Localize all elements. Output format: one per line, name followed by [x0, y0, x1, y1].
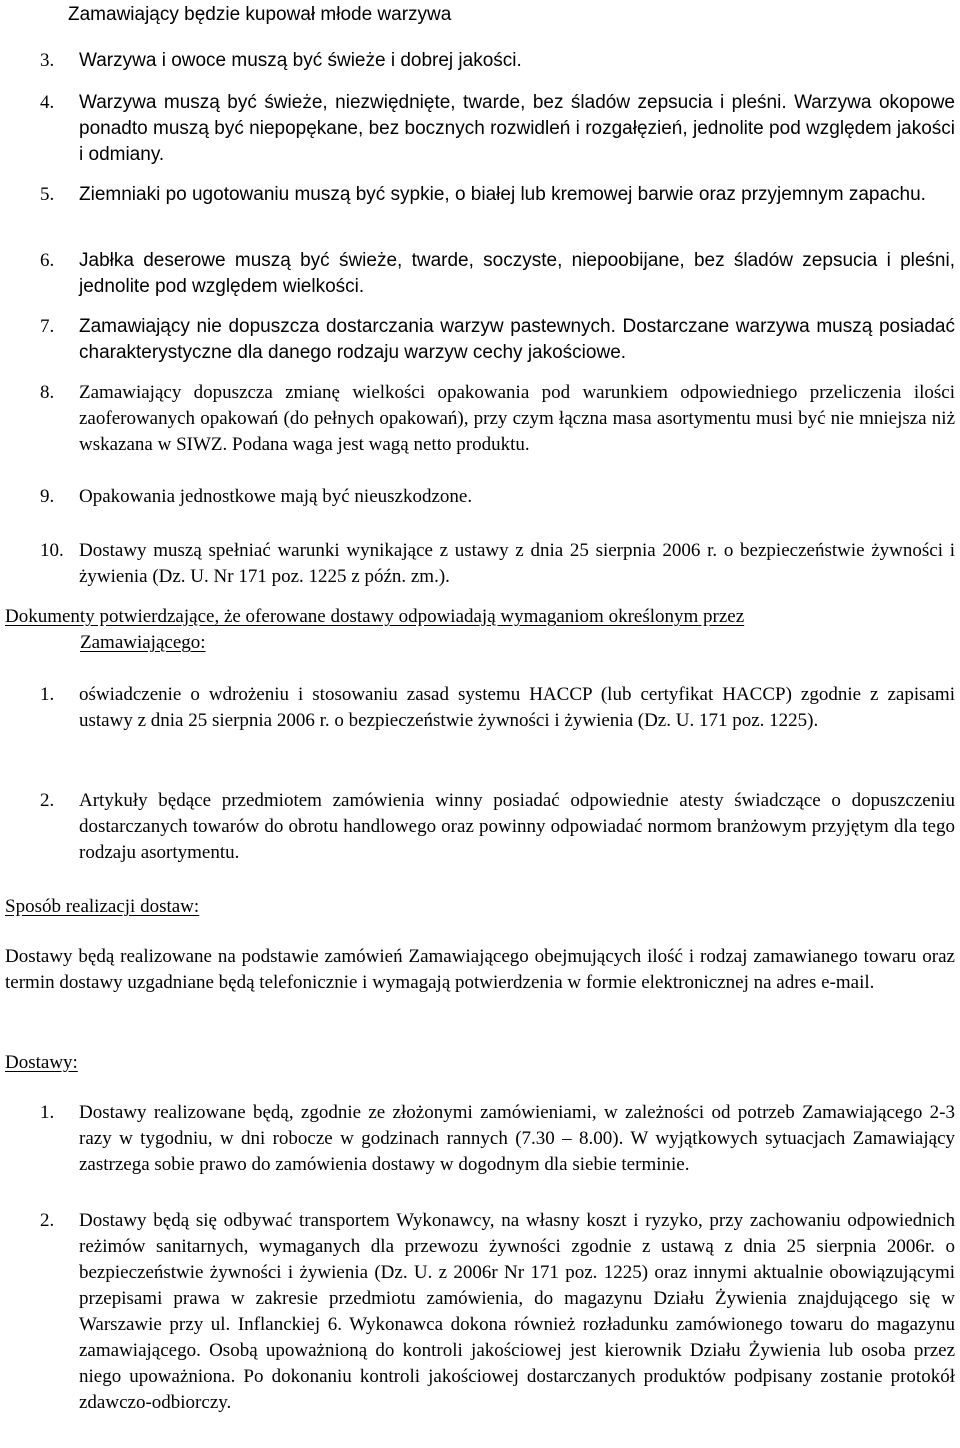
item-number: 1.	[40, 684, 55, 705]
item-text: Dostawy muszą spełniać warunki wynikające z ustawy z dnia 25 sierpnia 2006 r. o bezpieczeństwie żywności i żywienia (Dz. U. Nr 171 poz. 1225 z późn. zm.).	[79, 540, 955, 587]
item-text: Artykuły będące przedmiotem zamówienia winny posiadać odpowiednie atesty świadczące o dopuszczeniu dostarczanych towarów do obrotu handlowego oraz powinny odpowiadać normom branżowym przyjętym dla tego rodzaju asortymentu.	[79, 790, 955, 863]
list-item	[40, 788, 955, 866]
list-item	[40, 484, 955, 510]
item-number: 2.	[40, 1210, 55, 1231]
item-number: 2.	[40, 790, 55, 811]
item-text: Dostawy realizowane będą, zgodnie ze złożonymi zamówieniami, w zależności od potrzeb Zamawiającego 2-3 razy w tygodniu, w dni robocze w godzinach rannych (7.30 – 8.00). W wyjątkowych sytuacjach Zamawiający zastrzega sobie prawo do zamówienia dostawy w dogodnym dla siebie terminie.	[79, 1102, 955, 1175]
item-text: Dostawy będą się odbywać transportem Wykonawcy, na własny koszt i ryzyko, przy zachowaniu odpowiednich reżimów sanitarnych, wymaganych dla przewozu żywności zgodnie z ustawą z dnia 25 sierpnia 2006r. o bezpieczeństwie żywności i żywienia (Dz. U. z 2006r Nr 171 poz. 1225) oraz innymi aktualnie obowiązującymi przepisami prawa w zakresie przedmiotu zamówienia, do magazynu Działu Żywienia znajdującego się w Warszawie przy ul. Inflanckiej 6. Wykonawca dokona również rozładunku zamówionego towaru do magazynu zamawiającego. Osobą upoważnioną do kontroli jakościowej jest kierownik Działu Żywienia lub osoba przez niego upoważniona. Po dokonaniu kontroli jakościowej dostarczanych produktów podpisany zostanie protokół zdawczo-odbiorczy.	[79, 1210, 955, 1413]
section-heading-delivery-method: Sposób realizacji dostaw:	[5, 896, 200, 917]
item-number: 8.	[40, 382, 55, 403]
list-item	[40, 182, 955, 208]
intro-line: Zamawiający będzie kupował młode warzywa	[68, 4, 452, 25]
list-item	[40, 380, 955, 458]
item-text: Jabłka deserowe muszą być świeże, twarde, soczyste, niepoobijane, bez śladów zepsucia i pleśni, jednolite pod względem wielkości.	[79, 250, 955, 297]
item-text: Ziemniaki po ugotowaniu muszą być sypkie, o białej lub kremowej barwie oraz przyjemnym zapachu.	[79, 184, 926, 205]
list-item	[40, 248, 955, 300]
list-item	[40, 682, 955, 734]
item-number: 1.	[40, 1102, 55, 1123]
section-heading-documents	[5, 604, 955, 656]
list-item	[40, 48, 955, 74]
list-item	[40, 1208, 955, 1416]
list-item	[40, 90, 955, 168]
heading-line: Zamawiającego:	[80, 632, 206, 653]
item-text: Zamawiający nie dopuszcza dostarczania warzyw pastewnych. Dostarczane warzywa muszą posiadać charakterystyczne dla danego rodzaju warzyw cechy jakościowe.	[79, 316, 955, 363]
item-number: 6.	[40, 250, 55, 271]
section-heading-deliveries: Dostawy:	[5, 1052, 78, 1073]
item-number: 4.	[40, 92, 55, 113]
list-item	[40, 538, 955, 590]
item-text: oświadczenie o wdrożeniu i stosowaniu zasad systemu HACCP (lub certyfikat HACCP) zgodnie z zapisami ustawy z dnia 25 sierpnia 2006 r. o bezpieczeństwie żywności i żywienia (Dz. U. 171 poz. 1225).	[79, 684, 955, 731]
item-text: Opakowania jednostkowe mają być nieuszkodzone.	[79, 486, 473, 507]
item-text: Zamawiający dopuszcza zmianę wielkości opakowania pod warunkiem odpowiedniego przeliczenia ilości zaoferowanych opakowań (do pełnych opakowań), przy czym łączna masa asortymentu musi być nie mniejsza niż wskazana w SIWZ. Podana waga jest wagą netto produktu.	[79, 382, 955, 455]
heading-line: Dokumenty potwierdzające, że oferowane dostawy odpowiadają wymaganiom określonym przez	[5, 606, 745, 627]
item-number: 3.	[40, 50, 55, 71]
item-number: 10.	[40, 540, 64, 561]
list-item	[40, 1100, 955, 1178]
item-number: 7.	[40, 316, 55, 337]
item-number: 5.	[40, 184, 55, 205]
item-text: Warzywa i owoce muszą być świeże i dobrej jakości.	[79, 50, 522, 71]
list-item	[40, 314, 955, 366]
item-number: 9.	[40, 486, 55, 507]
item-text: Warzywa muszą być świeże, niezwiędnięte, twarde, bez śladów zepsucia i pleśni. Warzywa okopowe ponadto muszą być niepopękane, bez bocznych rozwidleń i rozgałęzień, jednolite pod względem jakości i odmiany.	[79, 92, 955, 165]
delivery-method-paragraph: Dostawy będą realizowane na podstawie zamówień Zamawiającego obejmujących ilość i rodzaj zamawianego towaru oraz termin dostawy uzgadniane będą telefonicznie i wymagają potwierdzenia w formie elektronicznej na adres e-mail.	[5, 946, 955, 993]
